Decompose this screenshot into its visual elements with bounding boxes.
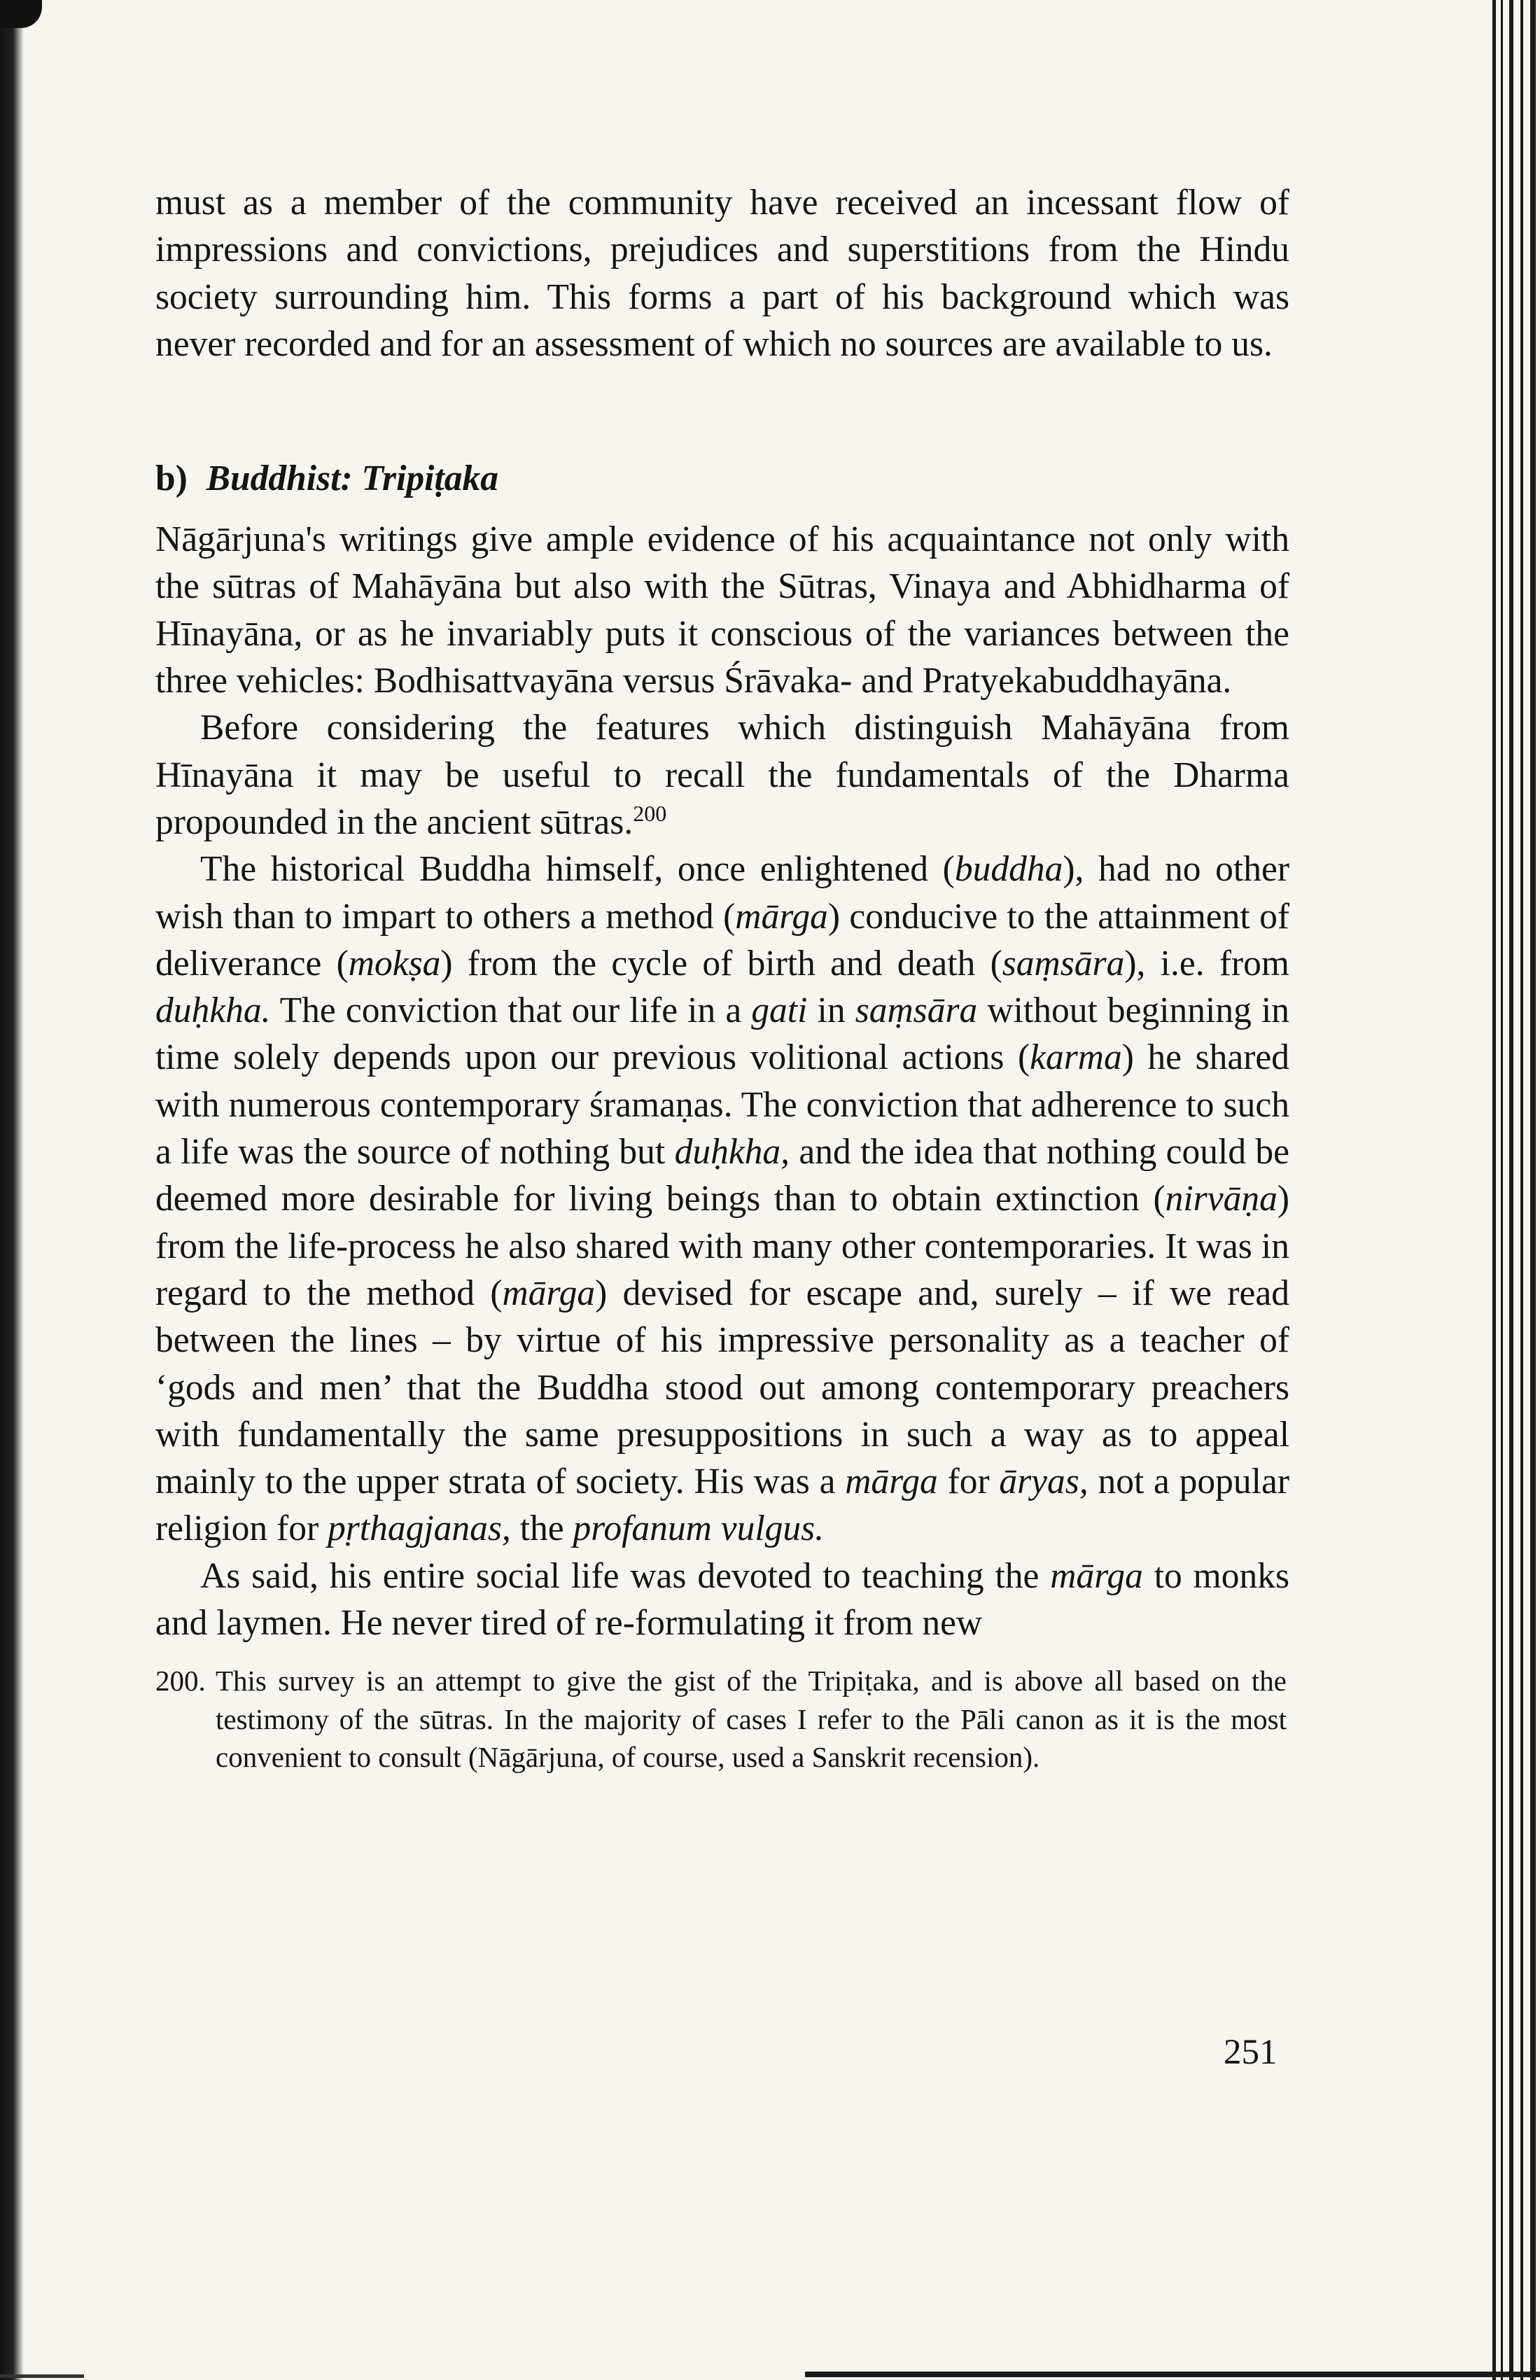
term-nirvana: nirvāṇa <box>1165 1179 1278 1219</box>
text-run: not a popular religion for <box>155 1462 1289 1549</box>
term-profanum-vulgus: profanum vulgus. <box>573 1508 825 1549</box>
term-marga: mārga <box>502 1273 596 1313</box>
term-samsara: saṃsāra <box>855 990 978 1031</box>
text-run: The conviction that our life in a <box>270 990 752 1031</box>
footnote-number: 200. <box>155 1665 206 1698</box>
term-duhkha: duḥkha, <box>674 1132 790 1172</box>
paragraph-social-life <box>155 1553 1289 1647</box>
binding-line <box>1492 0 1496 2380</box>
term-aryas: āryas, <box>999 1462 1088 1502</box>
footnote-text: This survey is an attempt to give the gist of the Tripiṭaka, and is above all based on the testimony of the sūtras. In the majority of cases I refer to the Pāli canon as it is the most convenient to consult (Nāgārjuna, of course, used a Sanskrit recension). <box>216 1665 1287 1774</box>
text-run: ), had no other wish than to impart to others a method ( <box>155 849 1289 937</box>
term-gati: gati <box>751 990 808 1031</box>
paragraph-fundamentals <box>155 704 1289 846</box>
term-duhkha: duḥkha. <box>155 990 271 1031</box>
binding-line <box>1530 0 1536 2380</box>
paragraph-acquaintance: Nāgārjuna's writings give ample evidence of his acquaintance not only with the sūtras of Mahāyāna but also with the Sūtras, Vinaya and Abhidharma of Hīnayāna, or as he invariably puts it conscious of the variances between the three vehicles: Bodhisattvayāna versus Śrāvaka- and Pratyekabuddhayāna. <box>155 519 1289 701</box>
paragraph-fundamentals-text: Before considering the features which distinguish Mahāyāna from Hīnayāna it may be useful to recall the fundamentals of the Dharma propounded in the ancient sūtras. <box>155 708 1289 842</box>
text-run: and the idea that nothing could be deemed more desirable for living beings than to obtain extinction ( <box>155 1132 1289 1219</box>
binding-line <box>1520 0 1523 2380</box>
term-prthagjanas: pṛthagjanas, <box>327 1508 511 1549</box>
text-run: for <box>937 1462 1000 1502</box>
text-run: ) from the cycle of birth and death ( <box>440 943 1002 983</box>
text-run: ) he shared with numerous contemporary śramaṇas. The conviction that adherence to such a life was the source of nothing but <box>155 1037 1289 1172</box>
footnote-reference[interactable]: 200 <box>633 800 667 826</box>
text-run: to monks and laymen. He never tired of re-formulating it from new <box>155 1555 1289 1644</box>
term-samsara: saṃsāra <box>1002 943 1125 983</box>
paragraph-historical-buddha <box>155 846 1289 1552</box>
text-run: As said, his entire social life was devoted to teaching the <box>200 1555 1051 1596</box>
term-marga: mārga <box>845 1462 938 1502</box>
intro-paragraph: must as a member of the community have received an incessant flow of impressions and convictions, prejudices and superstitions from the Hindu society surrounding him. This forms a part of his background which was never recorded and for an assessment of which no sources are available to us. <box>155 183 1289 364</box>
text-run: the <box>510 1508 573 1549</box>
text-run: ), i.e. from <box>1124 943 1289 983</box>
binding-line <box>1509 0 1513 2380</box>
term-marga: mārga <box>735 896 828 937</box>
scan-binding-edge <box>1490 0 1540 2380</box>
term-karma: karma <box>1030 1037 1122 1078</box>
scan-bottom-edge <box>805 2372 1540 2377</box>
page-number: 251 <box>1224 2033 1278 2072</box>
scan-left-edge-shadow <box>0 0 24 2380</box>
text-run: The historical Buddha himself, once enlightened ( <box>200 849 955 890</box>
scan-bottom-edge-left <box>0 2374 84 2378</box>
section-heading <box>155 455 1289 502</box>
text-run: ) devised for escape and, surely – if we read between the lines – by virtue of his impressive personality as a teacher of ‘gods and men’ that the Buddha stood out among contemporary preachers with fundamentally the same presuppositions in such a way as to appeal mainly to the upper strata of society. His was a <box>155 1273 1289 1502</box>
section-label: b) <box>155 458 188 499</box>
text-run: ) from the life-process he also shared with many other contemporaries. It was in regard to the method ( <box>155 1179 1289 1313</box>
scan-corner-shadow <box>0 0 42 28</box>
section-title: Buddhist: Tripiṭaka <box>206 458 499 499</box>
text-run: ) conducive to the attainment of deliverance ( <box>155 896 1289 983</box>
text-run: without beginning in time solely depends upon our previous volitional actions ( <box>155 990 1290 1078</box>
term-moksa: mokṣa <box>348 943 441 983</box>
binding-line <box>1501 0 1503 2380</box>
footnote-200 <box>155 1662 1289 1777</box>
page-body <box>155 179 1289 1777</box>
term-buddha: buddha <box>954 849 1063 890</box>
text-run: in <box>807 990 855 1031</box>
term-marga: mārga <box>1050 1555 1143 1596</box>
